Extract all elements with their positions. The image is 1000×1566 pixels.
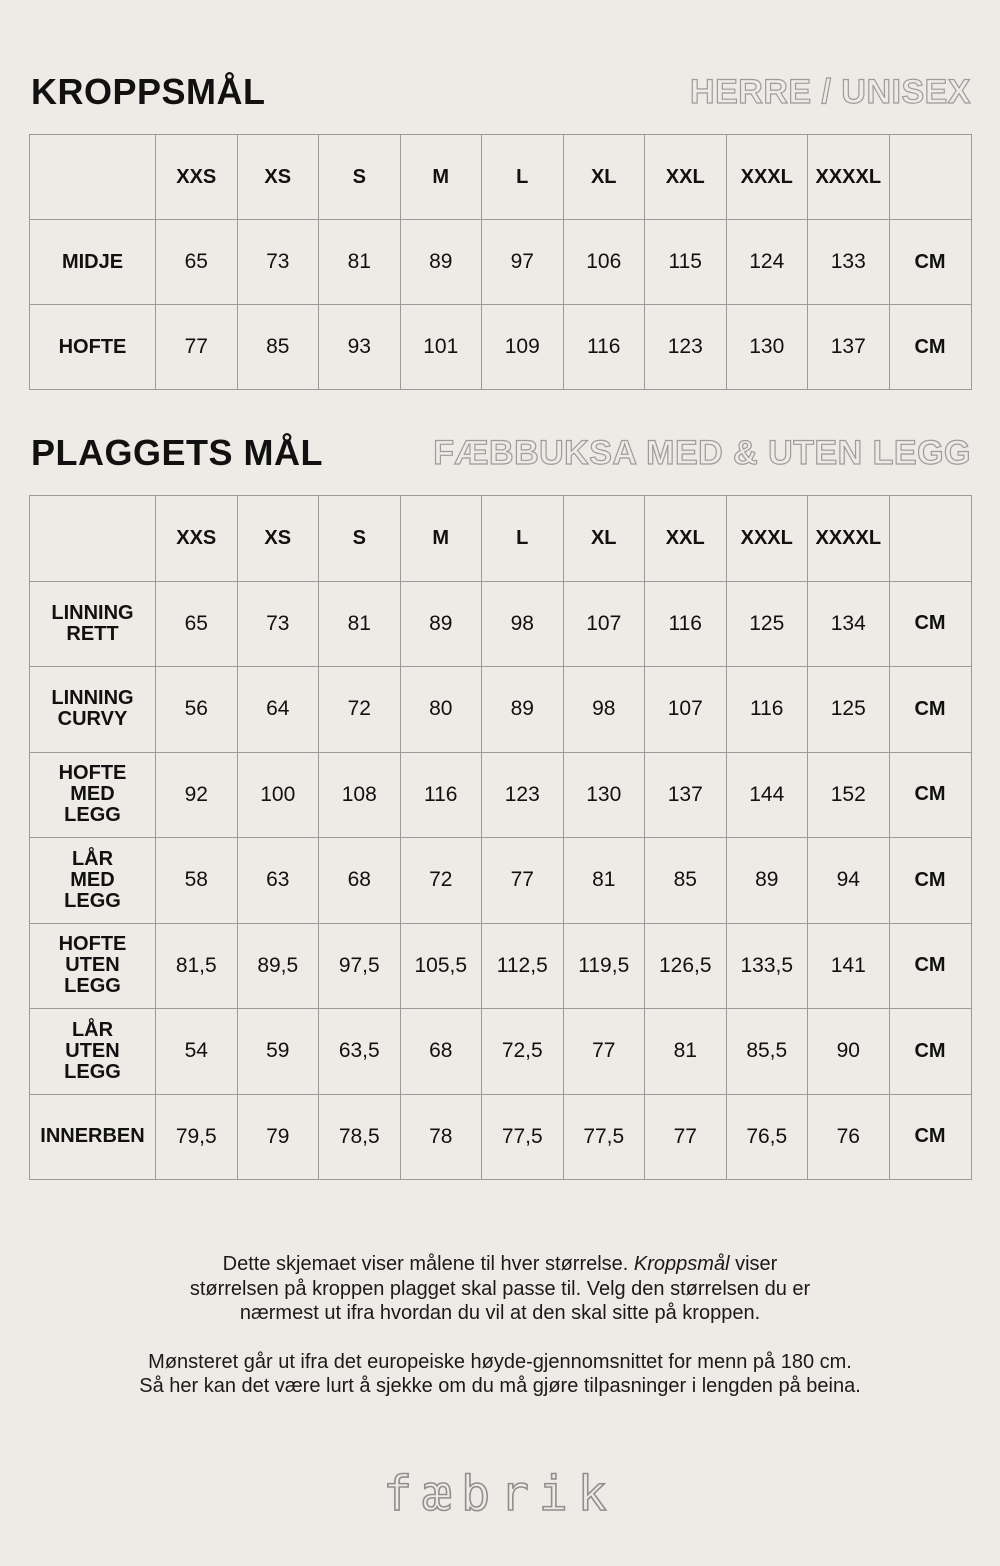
measurement-value-cell: 77 [645, 1094, 727, 1180]
section-title-body: KROPPSMÅL [31, 71, 266, 112]
measurement-value-cell: 85 [237, 305, 319, 390]
size-header-cell: XXL [645, 135, 727, 220]
measurement-value-cell: 73 [237, 581, 319, 667]
measurement-value-cell: 68 [400, 1009, 482, 1095]
measurement-value-cell: 144 [726, 752, 808, 838]
measurement-value-cell: 65 [156, 220, 238, 305]
measurement-value-cell: 116 [645, 581, 727, 667]
table-header-row [30, 496, 972, 582]
measurement-label-line: LEGG [64, 804, 121, 827]
measurement-value-cell: 81 [563, 838, 645, 924]
notes-paragraph-1 [0, 1252, 1000, 1326]
measurement-value-cell: 94 [808, 838, 890, 924]
size-header-cell: XL [563, 135, 645, 220]
unit-cell: CM [889, 752, 971, 838]
size-header-cell: L [482, 496, 564, 582]
body-measurements-heading [31, 71, 971, 112]
table-corner-cell [30, 496, 156, 582]
notes-paragraph-2 [0, 1350, 1000, 1399]
measurement-label-line: INNERBEN [40, 1125, 145, 1148]
measurement-label-line: LINNING [51, 687, 134, 710]
measurement-label-line: MED [70, 868, 115, 891]
size-header-cell: M [400, 496, 482, 582]
unit-cell: CM [889, 923, 971, 1009]
measurement-value-cell: 79 [237, 1094, 319, 1180]
unit-cell: CM [889, 838, 971, 924]
measurement-value-cell: 77,5 [482, 1094, 564, 1180]
measurement-value-cell: 72 [400, 838, 482, 924]
measurement-value-cell: 123 [482, 752, 564, 838]
measurement-value-cell: 123 [645, 305, 727, 390]
size-header-cell: XXXXL [808, 135, 890, 220]
measurement-value-cell: 78 [400, 1094, 482, 1180]
measurement-value-cell: 85 [645, 838, 727, 924]
measurement-label-line: LEGG [64, 975, 121, 998]
garment-measurements-table [29, 495, 972, 1180]
measurement-value-cell: 93 [319, 305, 401, 390]
measurement-value-cell: 80 [400, 667, 482, 753]
measurement-value-cell: 124 [726, 220, 808, 305]
measurement-label-cell [30, 752, 156, 838]
measurement-value-cell: 63,5 [319, 1009, 401, 1095]
measurement-label-line: LÅR [71, 1018, 114, 1041]
measurement-value-cell: 112,5 [482, 923, 564, 1009]
measurement-value-cell: 116 [400, 752, 482, 838]
garment-measurements-heading [31, 432, 971, 473]
section-title-garment: PLAGGETS MÅL [31, 432, 323, 473]
measurement-value-cell: 115 [645, 220, 727, 305]
measurement-value-cell: 98 [482, 581, 564, 667]
measurement-label-line: HOFTE [58, 335, 127, 358]
measurement-value-cell: 134 [808, 581, 890, 667]
size-header-cell: XXXL [726, 496, 808, 582]
measurement-value-cell: 97,5 [319, 923, 401, 1009]
measurement-value-cell: 98 [563, 667, 645, 753]
measurement-value-cell: 92 [156, 752, 238, 838]
measurement-value-cell: 141 [808, 923, 890, 1009]
measurement-label-line: RETT [66, 622, 119, 645]
measurement-label-line: LÅR [71, 847, 114, 870]
measurement-value-cell: 77,5 [563, 1094, 645, 1180]
measurement-value-cell: 97 [482, 220, 564, 305]
size-header-cell: XXL [645, 496, 727, 582]
unit-cell: CM [889, 667, 971, 753]
size-header-cell: XS [237, 496, 319, 582]
measurement-label-cell [30, 305, 156, 390]
measurement-value-cell: 126,5 [645, 923, 727, 1009]
size-header-cell: XS [237, 135, 319, 220]
measurement-label-cell [30, 1094, 156, 1180]
measurement-value-cell: 81,5 [156, 923, 238, 1009]
notes-line: Så her kan det være lurt å sjekke om du må gjøre tilpasninger i lengden på beina. [139, 1375, 861, 1397]
measurement-value-cell: 89 [400, 581, 482, 667]
size-header-cell: XXS [156, 135, 238, 220]
measurement-value-cell: 130 [563, 752, 645, 838]
measurement-value-cell: 119,5 [563, 923, 645, 1009]
measurement-value-cell: 116 [726, 667, 808, 753]
table-row [30, 838, 972, 924]
size-header-cell: M [400, 135, 482, 220]
measurement-value-cell: 125 [726, 581, 808, 667]
table-row [30, 581, 972, 667]
measurement-value-cell: 108 [319, 752, 401, 838]
measurement-value-cell: 137 [645, 752, 727, 838]
size-header-cell: L [482, 135, 564, 220]
measurement-value-cell: 90 [808, 1009, 890, 1095]
notes-line: Mønsteret går ut ifra det europeiske høyde-gjennomsnittet for menn på 180 cm. [148, 1350, 852, 1373]
unit-header-cell [889, 135, 971, 220]
notes-line: nærmest ut ifra hvordan du vil at den skal sitte på kroppen. [239, 1302, 761, 1324]
measurement-value-cell: 85,5 [726, 1009, 808, 1095]
section-subtitle-body: HERRE / UNISEX [690, 73, 971, 111]
unit-cell: CM [889, 305, 971, 390]
measurement-value-cell: 76 [808, 1094, 890, 1180]
body-measurements-table [29, 134, 972, 390]
measurement-value-cell: 73 [237, 220, 319, 305]
size-header-cell: S [319, 135, 401, 220]
table-row [30, 1094, 972, 1180]
measurement-value-cell: 116 [563, 305, 645, 390]
size-header-cell: XL [563, 496, 645, 582]
unit-cell: CM [889, 581, 971, 667]
measurement-label-line: HOFTE [58, 762, 127, 785]
measurement-label-cell [30, 667, 156, 753]
unit-cell: CM [889, 1009, 971, 1095]
measurement-value-cell: 107 [645, 667, 727, 753]
table-row [30, 752, 972, 838]
measurement-value-cell: 137 [808, 305, 890, 390]
measurement-value-cell: 89,5 [237, 923, 319, 1009]
measurement-label-cell [30, 581, 156, 667]
measurement-label-line: HOFTE [58, 933, 127, 956]
measurement-value-cell: 89 [726, 838, 808, 924]
measurement-value-cell: 59 [237, 1009, 319, 1095]
measurement-value-cell: 58 [156, 838, 238, 924]
measurement-value-cell: 76,5 [726, 1094, 808, 1180]
size-chart-notes [0, 1252, 1000, 1423]
unit-cell: CM [889, 1094, 971, 1180]
measurement-value-cell: 63 [237, 838, 319, 924]
measurement-value-cell: 89 [482, 667, 564, 753]
brand-logo: fæbrik [383, 1466, 617, 1522]
unit-cell: CM [889, 220, 971, 305]
measurement-label-line: UTEN [65, 1039, 120, 1062]
measurement-label-cell [30, 923, 156, 1009]
measurement-value-cell: 133 [808, 220, 890, 305]
measurement-label-line: CURVY [57, 708, 128, 731]
measurement-value-cell: 77 [482, 838, 564, 924]
table-row [30, 923, 972, 1009]
measurement-label-line: LEGG [64, 1060, 121, 1083]
measurement-label-line: UTEN [65, 954, 120, 977]
notes-emphasis: Kroppsmål [633, 1253, 730, 1275]
measurement-value-cell: 68 [319, 838, 401, 924]
table-row [30, 667, 972, 753]
measurement-value-cell: 101 [400, 305, 482, 390]
measurement-value-cell: 72,5 [482, 1009, 564, 1095]
measurement-value-cell: 125 [808, 667, 890, 753]
measurement-value-cell: 81 [319, 220, 401, 305]
size-header-cell: XXXL [726, 135, 808, 220]
measurement-value-cell: 107 [563, 581, 645, 667]
table-corner-cell [30, 135, 156, 220]
unit-header-cell [889, 496, 971, 582]
section-subtitle-garment: FÆBBUKSA MED & UTEN LEGG [433, 434, 971, 472]
measurement-value-cell: 79,5 [156, 1094, 238, 1180]
measurement-value-cell: 72 [319, 667, 401, 753]
measurement-label-line: MED [70, 783, 115, 806]
size-header-cell: XXXXL [808, 496, 890, 582]
size-header-cell: S [319, 496, 401, 582]
table-row [30, 305, 972, 390]
measurement-value-cell: 77 [156, 305, 238, 390]
measurement-value-cell: 130 [726, 305, 808, 390]
notes-line: størrelsen på kroppen plagget skal passe til. Velg den størrelsen du er [189, 1277, 811, 1300]
measurement-value-cell: 133,5 [726, 923, 808, 1009]
measurement-value-cell: 54 [156, 1009, 238, 1095]
measurement-value-cell: 64 [237, 667, 319, 753]
measurement-value-cell: 77 [563, 1009, 645, 1095]
measurement-value-cell: 81 [319, 581, 401, 667]
measurement-label-cell [30, 838, 156, 924]
table-row [30, 1009, 972, 1095]
size-header-cell: XXS [156, 496, 238, 582]
measurement-label-cell [30, 1009, 156, 1095]
measurement-value-cell: 78,5 [319, 1094, 401, 1180]
measurement-value-cell: 56 [156, 667, 238, 753]
measurement-label-cell [30, 220, 156, 305]
measurement-label-line: MIDJE [61, 250, 124, 273]
measurement-value-cell: 89 [400, 220, 482, 305]
table-header-row [30, 135, 972, 220]
measurement-value-cell: 105,5 [400, 923, 482, 1009]
measurement-value-cell: 106 [563, 220, 645, 305]
measurement-value-cell: 152 [808, 752, 890, 838]
measurement-value-cell: 109 [482, 305, 564, 390]
notes-line: Dette skjemaet viser målene til hver størrelse. Kroppsmål viser [222, 1253, 778, 1275]
table-row [30, 220, 972, 305]
measurement-label-line: LEGG [64, 889, 121, 912]
measurement-value-cell: 65 [156, 581, 238, 667]
measurement-label-line: LINNING [51, 601, 134, 624]
measurement-value-cell: 100 [237, 752, 319, 838]
measurement-value-cell: 81 [645, 1009, 727, 1095]
